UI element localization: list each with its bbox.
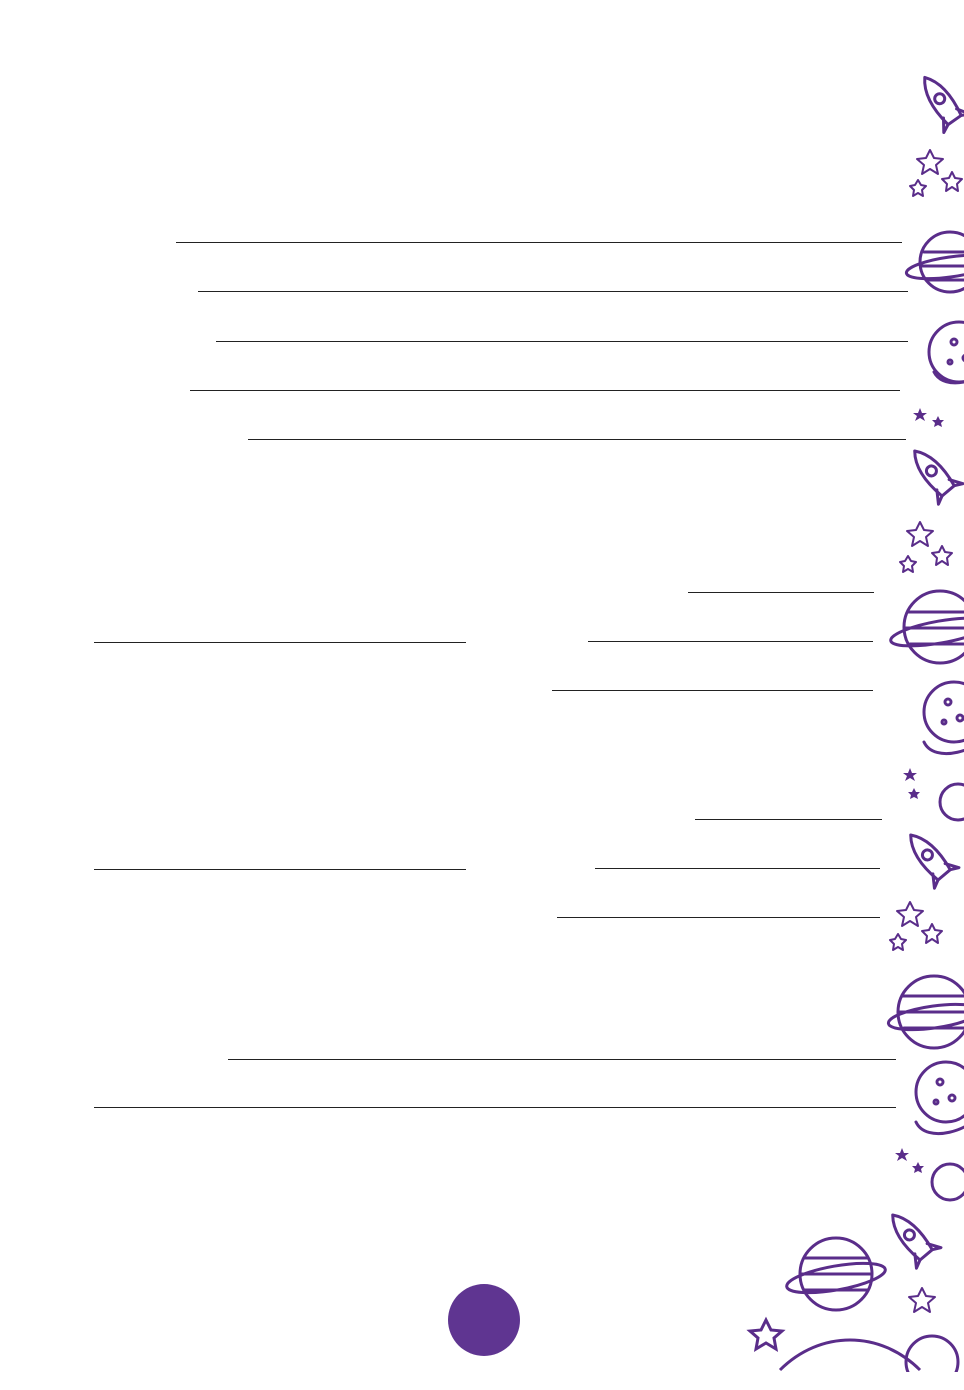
contact1-telephone-line[interactable] (588, 641, 873, 642)
rocket-icon (898, 825, 959, 888)
rocket-icon (912, 68, 964, 132)
rocket-icon (880, 1205, 941, 1268)
space-doodle-border (854, 62, 964, 1372)
contact1-relationship-line[interactable] (688, 592, 874, 593)
rocket-icon (902, 441, 963, 504)
school-year-line[interactable] (190, 390, 900, 391)
room-line[interactable] (216, 341, 908, 342)
page-number-badge (448, 1284, 520, 1356)
contact2-name-line[interactable] (94, 869, 466, 870)
planet-icon (905, 232, 964, 292)
contact1-name-line[interactable] (94, 642, 466, 643)
moon-icon (916, 1062, 964, 1134)
contact1-email-line[interactable] (552, 690, 873, 691)
teacher-line[interactable] (198, 291, 908, 292)
planet-icon (887, 976, 964, 1048)
sparkle-stars-bottom-left (0, 1222, 200, 1372)
contact2-relationship-line[interactable] (695, 819, 882, 820)
planet-icon (889, 591, 964, 663)
moon-icon (929, 322, 964, 383)
allergies-line-1[interactable] (228, 1059, 896, 1060)
lunch-number-line[interactable] (248, 439, 906, 440)
planet-icon (740, 1230, 964, 1390)
name-line[interactable] (176, 242, 902, 243)
sparkle-stars-top (0, 0, 964, 90)
contact2-telephone-line[interactable] (595, 868, 880, 869)
star-outline-icon (910, 150, 962, 196)
contact2-email-line[interactable] (557, 917, 880, 918)
allergies-line-2[interactable] (94, 1107, 896, 1108)
moon-icon (924, 682, 964, 754)
